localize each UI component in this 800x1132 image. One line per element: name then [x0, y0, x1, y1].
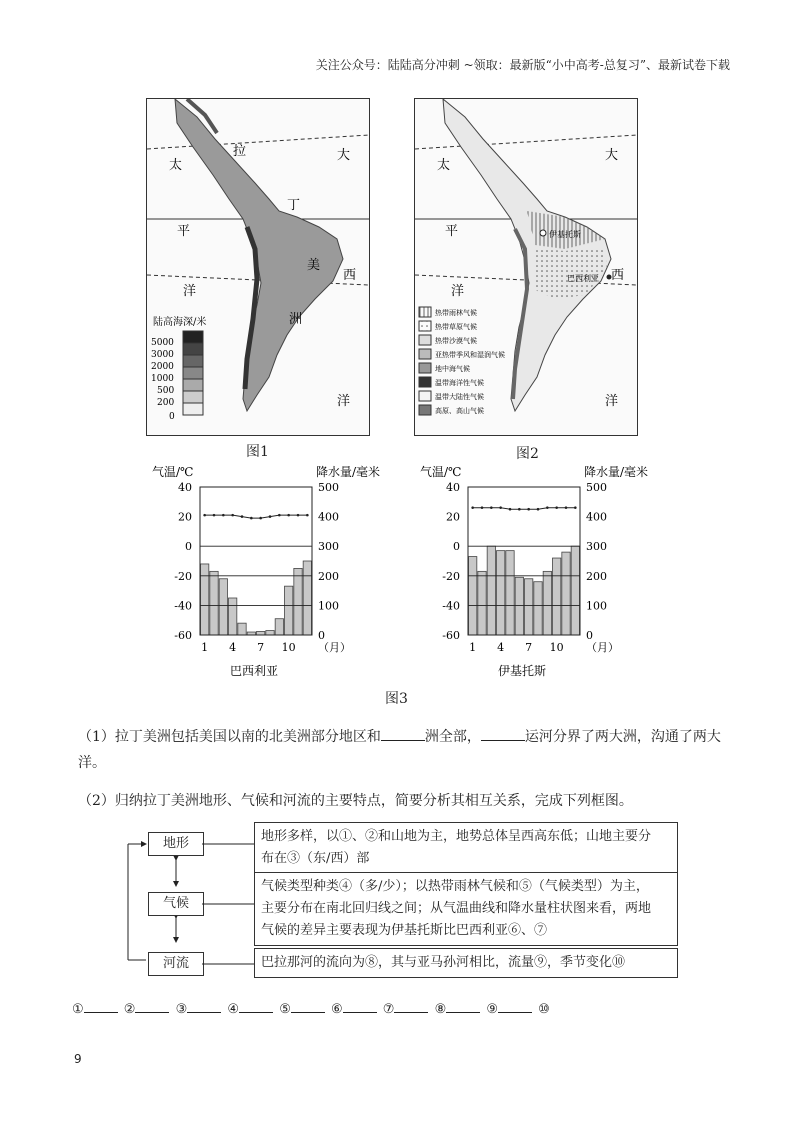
temp-tick-label: -20 [442, 569, 460, 583]
ocean-label-tai: 太 [437, 158, 451, 173]
x-tick-label: 10 [281, 641, 296, 654]
temperature-point [278, 514, 281, 517]
climate-text-line-1: 气候类型种类④（多/少）；以热带雨林气候和⑤（气候类型）为主， [261, 879, 649, 894]
climate-text-line-3: 气候的差异主要表现为伊基托斯比巴西利亚⑥、⑦ [261, 923, 548, 938]
y-axis-label-left: 气温/℃ [420, 465, 462, 479]
ocean-label-yang-2: 洋 [337, 394, 351, 409]
answer-blank-2[interactable] [135, 1000, 169, 1013]
temperature-line [473, 508, 576, 509]
question-1-text-d: 洋。 [78, 755, 106, 771]
precipitation-bar [294, 568, 302, 635]
question-1-text-a: （1）拉丁美洲包括美国以南的北美洲部分地区和 [78, 729, 381, 745]
svg-text:温带海洋性气候: 温带海洋性气候 [435, 379, 484, 387]
precipitation-bar [285, 586, 293, 635]
page-header: 关注公众号：陆陆高分冲刺 ~领取：最新版“小中高考-总复习”、最新试卷下载 [315, 58, 730, 72]
region-label-ding: 丁 [287, 198, 301, 213]
svg-text:热带雨林气候: 热带雨林气候 [435, 309, 477, 317]
temperature-point [518, 508, 521, 511]
answer-number: ① [72, 1002, 84, 1017]
ocean-label-da: 大 [337, 148, 351, 163]
precip-tick-label: 0 [586, 629, 593, 642]
temp-tick-label: 0 [453, 540, 460, 554]
precipitation-bar [201, 564, 209, 635]
x-tick-label: 7 [257, 641, 265, 654]
temperature-point [259, 517, 262, 520]
x-tick-label: （月） [586, 641, 619, 654]
framework-river-label: 河流 [148, 952, 204, 976]
precip-tick-label: 0 [318, 629, 325, 642]
answer-blank-7[interactable] [394, 1000, 428, 1013]
elevation-legend [151, 331, 203, 422]
y-axis-label-right: 降水量/毫米 [583, 465, 648, 479]
svg-text:亚热带季风和湿润气候: 亚热带季风和湿润气候 [435, 351, 505, 359]
answer-number: ⑩ [538, 1002, 550, 1017]
temperature-point [203, 514, 206, 517]
temperature-point [490, 506, 493, 509]
precip-tick-label: 500 [586, 481, 607, 494]
framework-climate-box [254, 872, 678, 946]
ocean-label-xi: 西 [343, 268, 357, 283]
map-figure-2 [414, 98, 638, 436]
x-tick-label: 1 [201, 641, 209, 654]
city-marker-iquitos [540, 230, 546, 236]
page-number: 9 [74, 1052, 82, 1066]
temperature-point [297, 514, 300, 517]
answer-number: ⑥ [330, 1002, 343, 1017]
x-tick-label: 10 [549, 641, 564, 654]
svg-text:高原、高山气候: 高原、高山气候 [435, 407, 484, 415]
legend-title: 陆高海深/米 [153, 317, 207, 328]
answer-blank-5[interactable] [291, 1000, 325, 1013]
answer-blank-continent[interactable] [381, 726, 425, 741]
answer-number: ③ [175, 1002, 188, 1017]
precipitation-bar [210, 571, 218, 635]
temp-tick-label: -60 [174, 629, 192, 642]
answer-row [72, 1000, 552, 1017]
temperature-point [250, 517, 253, 520]
svg-text:2000: 2000 [151, 362, 174, 372]
temperature-point [241, 515, 244, 518]
tropic-of-cancer-line [415, 135, 637, 149]
topographic-map [147, 99, 369, 435]
temperature-point [306, 514, 309, 517]
precipitation-bar [219, 579, 227, 635]
framework-terrain-label: 地形 [148, 832, 204, 856]
answer-blank-8[interactable] [446, 1000, 480, 1013]
precipitation-bar [478, 571, 486, 635]
figure-3-caption: 图3 [385, 691, 408, 707]
temp-tick-label: -20 [174, 569, 192, 583]
precip-tick-label: 400 [586, 510, 607, 524]
framework-climate-label: 气候 [148, 892, 204, 916]
temp-tick-label: 40 [446, 481, 460, 494]
temperature-point [222, 514, 225, 517]
figure-2-caption: 图2 [516, 446, 539, 462]
temperature-point [287, 514, 290, 517]
climate-chart-brasilia [150, 460, 380, 685]
precipitation-bar [257, 631, 265, 635]
x-tick-label: 7 [525, 641, 533, 654]
temperature-point [231, 514, 234, 517]
temp-tick-label: -60 [442, 629, 460, 642]
river-text: 巴拉那河的流向为⑧，其与亚马孙河相比，流量⑨，季节变化⑩ [261, 955, 626, 970]
question-2: （2）归纳拉丁美洲地形、气候和河流的主要特点，简要分析其相互关系，完成下列框图。 [78, 793, 633, 809]
temp-tick-label: -40 [442, 599, 460, 613]
climate-chart-iquitos [418, 460, 648, 685]
precipitation-bar [571, 546, 579, 635]
answer-blank-9[interactable] [498, 1000, 532, 1013]
svg-text:3000: 3000 [151, 350, 174, 360]
region-label-mei: 美 [307, 258, 321, 273]
y-axis-label-left: 气温/℃ [152, 465, 194, 479]
temperature-point [546, 506, 549, 509]
svg-text:热带沙漠气候: 热带沙漠气候 [435, 337, 477, 345]
precip-tick-label: 300 [586, 540, 607, 554]
answer-blank-1[interactable] [84, 1000, 118, 1013]
svg-text:200: 200 [157, 398, 175, 408]
temperature-point [555, 506, 558, 509]
precipitation-bar [525, 579, 533, 635]
precipitation-bar [469, 557, 477, 635]
svg-text:0: 0 [169, 412, 175, 422]
x-tick-label: （月） [318, 641, 351, 654]
temp-tick-label: 20 [446, 510, 460, 524]
answer-blank-4[interactable] [239, 1000, 273, 1013]
terrain-text-line-2: 布在③（东/西）部 [261, 851, 370, 866]
temperature-point [213, 514, 216, 517]
x-tick-label: 4 [497, 641, 505, 654]
city-label-iquitos: 伊基托斯 [549, 230, 581, 239]
climate-text-line-2: 主要分布在南北回归线之间；从气温曲线和降水量柱状图来看，两地 [261, 901, 652, 916]
precip-tick-label: 100 [586, 599, 607, 613]
figure-1-caption: 图1 [246, 444, 269, 460]
answer-blank-canal[interactable] [481, 726, 525, 741]
temperature-point [471, 506, 474, 509]
framework-connectors [202, 830, 258, 980]
answer-number: ⑨ [486, 1002, 499, 1017]
temp-tick-label: 0 [185, 540, 192, 554]
ocean-label-da: 大 [605, 148, 619, 163]
tropic-of-cancer-line [147, 135, 369, 149]
ocean-label-yang-2: 洋 [605, 394, 619, 409]
temperature-point [537, 508, 540, 511]
svg-text:5000: 5000 [151, 338, 174, 348]
question-1-text-c: 运河分界了两大洲，沟通了两大 [524, 729, 721, 745]
precipitation-bar [238, 623, 246, 635]
answer-number: ⑦ [382, 1002, 395, 1017]
precip-tick-label: 400 [318, 510, 339, 524]
answer-number: ② [123, 1002, 136, 1017]
precipitation-bar [553, 558, 561, 635]
precip-tick-label: 300 [318, 540, 339, 554]
climate-map [415, 99, 637, 435]
y-axis-label-right: 降水量/毫米 [315, 465, 380, 479]
map-figure-1 [146, 98, 370, 436]
savanna-zone [533, 247, 607, 299]
ocean-label-xi: 西 [611, 268, 625, 283]
framework-terrain-box [254, 822, 678, 874]
temperature-point [499, 506, 502, 509]
answer-number: ⑧ [434, 1002, 447, 1017]
region-label-la: 拉 [233, 144, 247, 159]
precipitation-bar [497, 551, 505, 635]
temp-tick-label: 40 [178, 481, 192, 494]
region-label-zhou: 洲 [289, 312, 303, 327]
station-name: 伊基托斯 [497, 664, 547, 678]
precipitation-bar [229, 598, 237, 635]
answer-blank-3[interactable] [187, 1000, 221, 1013]
precipitation-bar [506, 551, 514, 635]
precipitation-bar [515, 577, 523, 635]
svg-text:500: 500 [157, 386, 175, 396]
ocean-label-yang: 洋 [451, 284, 465, 299]
temperature-point [481, 506, 484, 509]
precip-tick-label: 200 [318, 569, 339, 583]
precipitation-bar [562, 552, 570, 635]
precipitation-bar [487, 546, 495, 635]
temperature-point [509, 508, 512, 511]
svg-text:地中海气候: 地中海气候 [435, 365, 470, 373]
climate-legend [419, 307, 505, 415]
ocean-label-ping: 平 [445, 224, 459, 239]
ocean-label-tai: 太 [169, 158, 183, 173]
city-label-brasilia: 巴西利亚 [567, 274, 599, 283]
svg-text:1000: 1000 [151, 374, 174, 384]
precip-tick-label: 500 [318, 481, 339, 494]
precipitation-bar [543, 571, 551, 635]
framework-river-box [254, 948, 678, 978]
answer-number: ④ [227, 1002, 240, 1017]
terrain-text-line-1: 地形多样，以①、②和山地为主，地势总体呈西高东低；山地主要分 [261, 829, 652, 844]
station-name: 巴西利亚 [229, 664, 279, 678]
precip-tick-label: 200 [586, 569, 607, 583]
temperature-point [527, 508, 530, 511]
x-tick-label: 1 [469, 641, 477, 654]
x-tick-label: 4 [229, 641, 237, 654]
ocean-label-yang: 洋 [183, 284, 197, 299]
precipitation-bar [275, 619, 283, 635]
answer-number: ⑤ [279, 1002, 291, 1017]
temp-tick-label: 20 [178, 510, 192, 524]
answer-blank-6[interactable] [343, 1000, 377, 1013]
temp-tick-label: -40 [174, 599, 192, 613]
temperature-point [565, 506, 568, 509]
temperature-line [205, 515, 308, 518]
ocean-label-ping: 平 [177, 224, 191, 239]
question-1-text-b: 洲全部， [424, 729, 481, 745]
temperature-point [269, 515, 272, 518]
question-1 [78, 724, 738, 776]
precipitation-bar [266, 631, 274, 635]
temperature-point [574, 506, 577, 509]
precipitation-bar [303, 561, 311, 635]
precip-tick-label: 100 [318, 599, 339, 613]
svg-text:温带大陆性气候: 温带大陆性气候 [435, 393, 484, 401]
svg-text:热带草原气候: 热带草原气候 [435, 323, 477, 331]
precipitation-bar [534, 582, 542, 635]
